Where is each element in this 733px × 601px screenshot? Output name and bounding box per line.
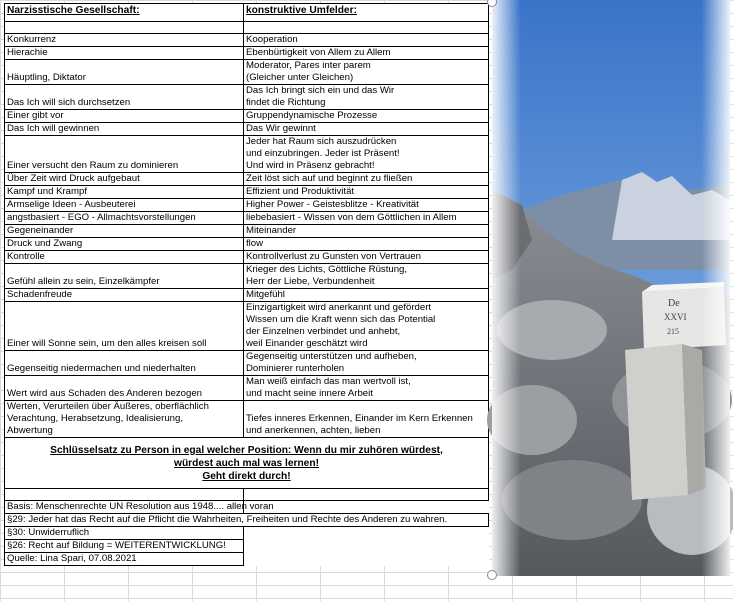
cell-text: Druck und Zwang (7, 238, 83, 249)
table-row (5, 212, 489, 225)
header-konstruktiv[interactable]: konstruktive Umfelder: (244, 4, 489, 22)
footer-cell[interactable]: Basis: Menschenrechte UN Resolution aus 1948.... allen voran (5, 501, 244, 514)
cell-narzisstisch[interactable] (5, 225, 244, 238)
cell-text: weil Einander geschätzt wird (246, 338, 368, 349)
cell-text: Werten, Verurteilen über Äußeres, oberflächlich (7, 401, 209, 412)
cell-narzisstisch[interactable] (5, 289, 244, 302)
cell-konstruktiv[interactable] (244, 376, 489, 401)
empty-cell[interactable] (5, 489, 244, 501)
cell-text: findet die Richtung (246, 97, 326, 108)
table-row (5, 199, 489, 212)
cell-text: Gegenseitig niedermachen und niederhalten (7, 363, 196, 374)
cell-konstruktiv[interactable] (244, 302, 489, 351)
empty-cell[interactable] (244, 22, 489, 34)
cell-konstruktiv[interactable] (244, 351, 489, 376)
cell-text: liebebasiert - Wissen von dem Göttlichen in Allem (246, 212, 457, 223)
cell-narzisstisch[interactable] (5, 47, 244, 60)
cell-narzisstisch[interactable] (5, 376, 244, 401)
cell-text: Gruppendynamische Prozesse (246, 110, 378, 121)
cell-narzisstisch[interactable] (5, 251, 244, 264)
cell-text: Ebenbürtigkeit von Allem zu Allem (246, 47, 391, 58)
footer-cell[interactable]: §29: Jeder hat das Recht auf die Pflicht die Wahrheiten, Freiheiten und Rechte des Anderen zu wahren. (5, 514, 489, 527)
table-row (5, 302, 489, 351)
key-sentence-line: Geht direkt durch! (202, 470, 291, 482)
cell-text: Das Ich bringt sich ein und das Wir (246, 85, 395, 96)
cell-narzisstisch[interactable] (5, 238, 244, 251)
cell-narzisstisch[interactable] (5, 123, 244, 136)
key-sentence-line: würdest auch mal was lernen! (174, 457, 319, 469)
empty-cell[interactable] (244, 501, 489, 514)
cell-text: Wissen um die Kraft wenn sich das Potential (246, 314, 436, 325)
cell-text: Über Zeit wird Druck aufgebaut (7, 173, 140, 184)
cell-text: flow (246, 238, 264, 249)
cell-text: Kooperation (246, 34, 298, 45)
cell-konstruktiv[interactable] (244, 110, 489, 123)
cell-text: und macht seine innere Arbeit (246, 388, 373, 399)
cell-text: Krieger des Lichts, Göttliche Rüstung, (246, 264, 408, 275)
cell-text: Gegenseitig unterstützen und aufheben, (246, 351, 417, 362)
cell-narzisstisch[interactable] (5, 212, 244, 225)
cell-text: Einer gibt vor (7, 110, 64, 121)
cell-narzisstisch[interactable] (5, 199, 244, 212)
mountain-photo[interactable] (492, 0, 730, 576)
cell-text: Das Ich will gewinnen (7, 123, 100, 134)
table-row (5, 251, 489, 264)
cell-text: Kontrollverlust zu Gunsten von Vertrauen (246, 251, 421, 262)
cell-text: Higher Power - Geistesblitze - Kreativität (246, 199, 419, 210)
key-sentence-cell[interactable] (5, 438, 489, 489)
table-row (5, 173, 489, 186)
table-row (5, 60, 489, 85)
cell-text: und einzubringen. Jeder ist Präsent! (246, 148, 400, 159)
cell-narzisstisch[interactable] (5, 264, 244, 289)
cell-text: Mitgefühl (246, 289, 285, 300)
table-row (5, 238, 489, 251)
cell-text: Moderator, Pares inter parem (246, 60, 371, 71)
cell-text: und anerkennen, achten, lieben (246, 425, 381, 436)
cell-konstruktiv[interactable] (244, 85, 489, 110)
cell-text: Abwertung (7, 425, 53, 436)
resize-handle-bottom-left[interactable] (487, 570, 497, 580)
cell-narzisstisch[interactable] (5, 186, 244, 199)
table-row (5, 34, 489, 47)
cell-text: Verachtung, Herabsetzung, Idealisierung, (7, 413, 183, 424)
cell-text: angstbasiert - EGO - Allmachtsvorstellungen (7, 212, 196, 223)
cell-konstruktiv[interactable] (244, 199, 489, 212)
cell-text: Gefühl allein zu sein, Einzelkämpfer (7, 276, 160, 287)
table-row (5, 136, 489, 173)
cell-narzisstisch[interactable] (5, 34, 244, 47)
footer-cell[interactable]: §30: Unwiderruflich (5, 527, 244, 540)
cell-konstruktiv[interactable] (244, 34, 489, 47)
cell-konstruktiv[interactable] (244, 401, 489, 438)
key-sentence-line: Schlüsselsatz zu Person in egal welcher Position: Wenn du mir zuhören würdest, (50, 444, 443, 456)
cell-text: Einer versucht den Raum zu dominieren (7, 160, 179, 171)
cell-text: Häuptling, Diktator (7, 72, 86, 83)
empty-cell[interactable] (244, 540, 489, 553)
cell-narzisstisch[interactable] (5, 401, 244, 438)
cell-text: Einzigartigkeit wird anerkannt und gefördert (246, 302, 432, 313)
cell-text: Wert wird aus Schaden des Anderen bezogen (7, 388, 203, 399)
cell-text: Dominierer runterholen (246, 363, 345, 374)
cell-narzisstisch[interactable] (5, 60, 244, 85)
table-row (5, 186, 489, 199)
cell-narzisstisch[interactable] (5, 136, 244, 173)
empty-cell[interactable] (244, 553, 489, 566)
footer-cell[interactable]: §26: Recht auf Bildung = WEITERENTWICKLUNG! (5, 540, 244, 553)
cell-text: Effizient und Produktivität (246, 186, 355, 197)
empty-cell[interactable] (5, 22, 244, 34)
cell-text: Gegeneinander (7, 225, 74, 236)
cell-text: Herr der Liebe, Verbundenheit (246, 276, 375, 287)
cell-konstruktiv[interactable] (244, 186, 489, 199)
cell-text: Einer will Sonne sein, um den alles kreisen soll (7, 338, 207, 349)
cell-konstruktiv[interactable] (244, 251, 489, 264)
cell-text: Und wird in Präsenz gebracht! (246, 160, 375, 171)
cell-text: Konkurrenz (7, 34, 57, 45)
table-row (5, 110, 489, 123)
comparison-table[interactable] (4, 3, 489, 566)
cell-text: Zeit löst sich auf und beginnt zu fließen (246, 173, 413, 184)
table-row (5, 85, 489, 110)
empty-cell[interactable] (244, 489, 489, 501)
cell-text: (Gleicher unter Gleichen) (246, 72, 354, 83)
cell-konstruktiv[interactable] (244, 47, 489, 60)
cell-konstruktiv[interactable] (244, 264, 489, 289)
cell-konstruktiv[interactable] (244, 225, 489, 238)
cell-narzisstisch[interactable] (5, 302, 244, 351)
cell-text: Schadenfreude (7, 289, 73, 300)
cell-text: Armselige Ideen - Ausbeuterei (7, 199, 136, 210)
header-narzisstisch[interactable]: Narzisstische Gesellschaft: (5, 4, 244, 22)
table-row (5, 264, 489, 289)
cell-narzisstisch[interactable] (5, 110, 244, 123)
cell-text: Kontrolle (7, 251, 45, 262)
cell-konstruktiv[interactable] (244, 123, 489, 136)
table-row (5, 47, 489, 60)
cell-text: der Einzelnen verbindet und anhebt, (246, 326, 401, 337)
cell-narzisstisch[interactable] (5, 173, 244, 186)
cell-text: Jeder hat Raum sich auszudrücken (246, 136, 397, 147)
cell-text: Hierachie (7, 47, 48, 58)
cell-konstruktiv[interactable] (244, 212, 489, 225)
cell-text: Das Ich will sich durchsetzen (7, 97, 131, 108)
table-row (5, 123, 489, 136)
cell-text: Kampf und Krampf (7, 186, 87, 197)
cell-text: Miteinander (246, 225, 297, 236)
cell-konstruktiv[interactable] (244, 136, 489, 173)
table-row (5, 401, 489, 438)
footer-cell[interactable]: Quelle: Lina Spari, 07.08.2021 (5, 553, 244, 566)
table-row (5, 351, 489, 376)
cell-konstruktiv[interactable] (244, 60, 489, 85)
cell-text: Das Wir gewinnt (246, 123, 316, 134)
cell-text: Tiefes inneres Erkennen, Einander im Kern Erkennen (246, 413, 473, 424)
table-row (5, 225, 489, 238)
table-row (5, 289, 489, 302)
cell-narzisstisch[interactable] (5, 85, 244, 110)
cell-text: Man weiß einfach das man wertvoll ist, (246, 376, 411, 387)
table-row (5, 376, 489, 401)
cell-konstruktiv[interactable] (244, 238, 489, 251)
empty-cell[interactable] (244, 527, 489, 540)
cell-konstruktiv[interactable] (244, 173, 489, 186)
cell-narzisstisch[interactable] (5, 351, 244, 376)
cell-konstruktiv[interactable] (244, 289, 489, 302)
